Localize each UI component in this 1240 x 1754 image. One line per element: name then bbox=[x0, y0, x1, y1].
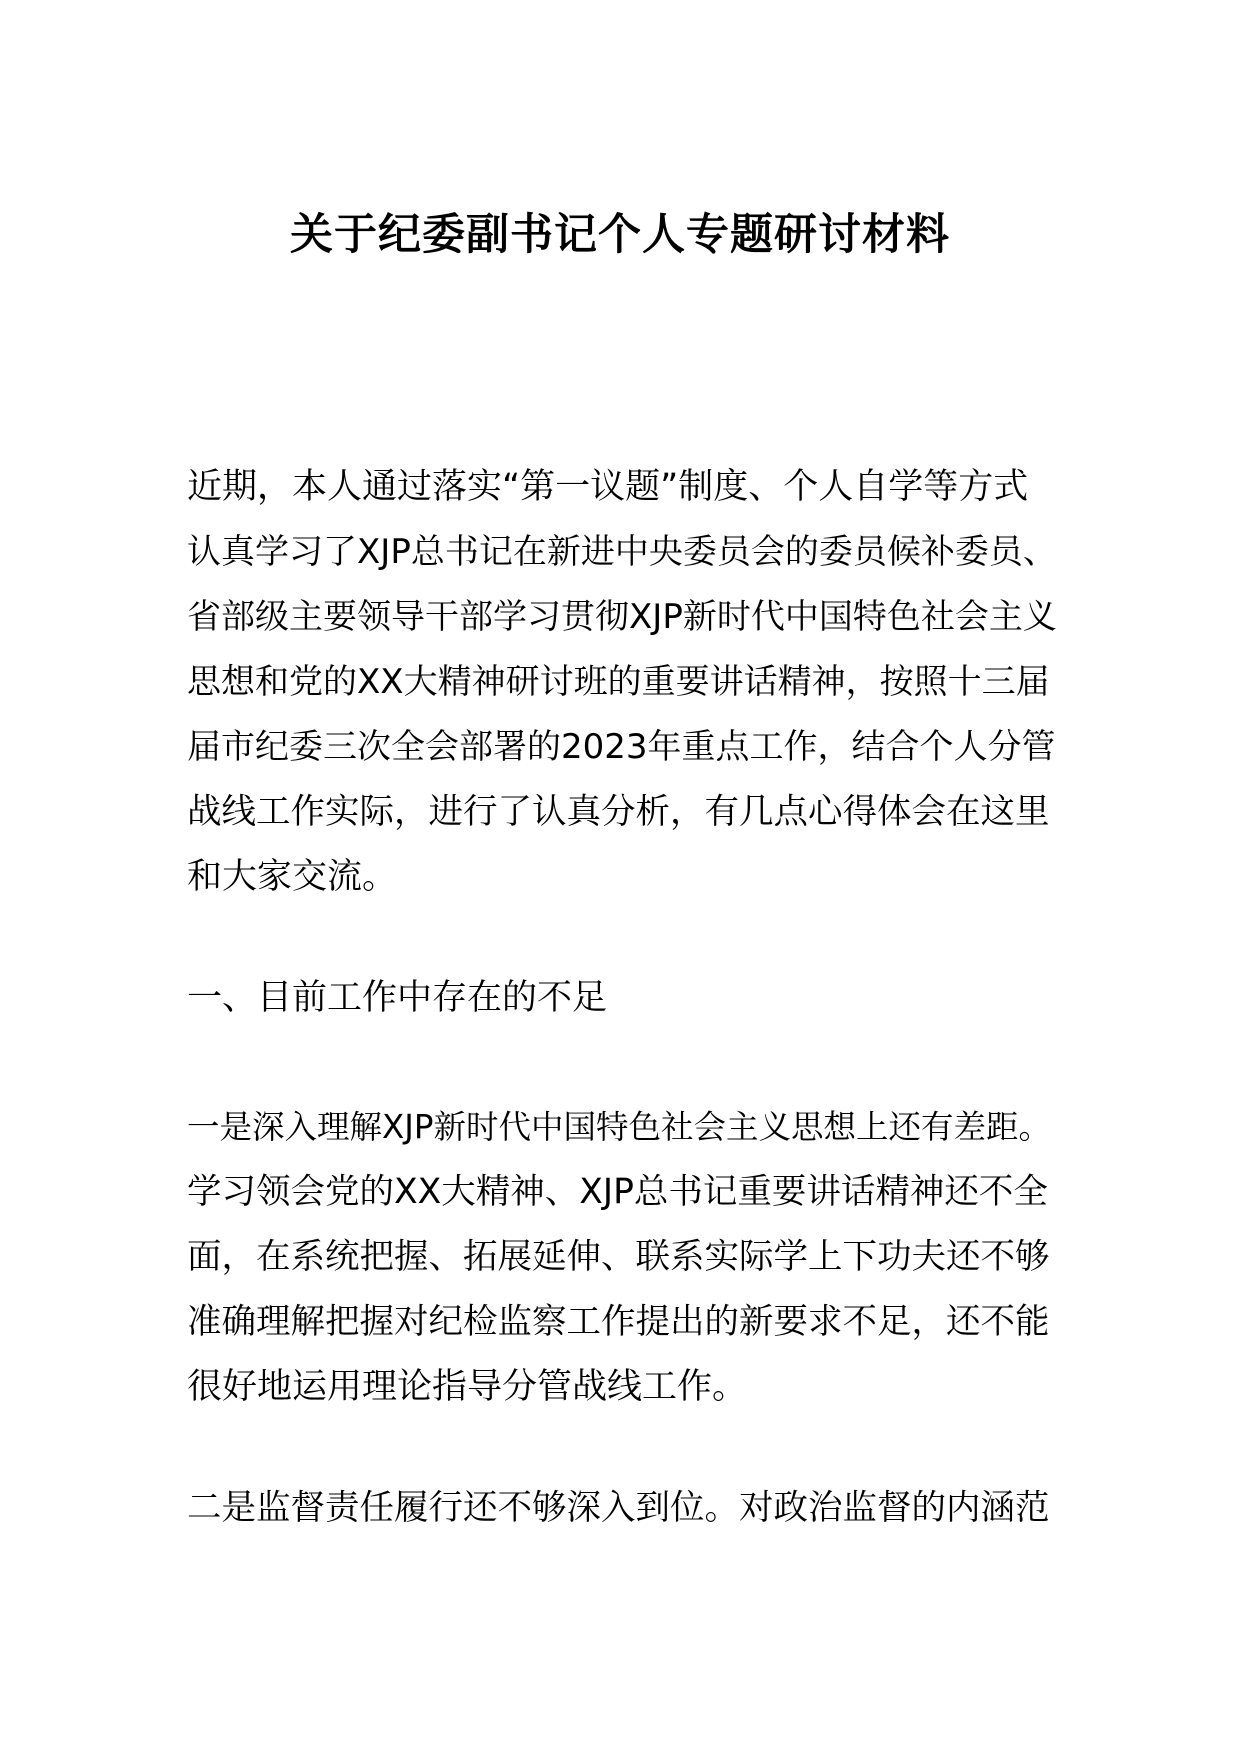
point1-line-4: 准确理解把握对纪检监察工作提出的新要求不足，还不能 bbox=[187, 1302, 1050, 1342]
intro-line-3: 省部级主要领导干部学习贯彻XJP新时代中国特色社会主义 bbox=[187, 597, 1057, 637]
point1-line-5: 很好地运用理论指导分管战线工作。 bbox=[187, 1367, 748, 1407]
point1-line-1: 一是深入理解XJP新时代中国特色社会主义思想上还有差距。 bbox=[187, 1108, 1051, 1146]
document-title: 关于纪委副书记个人专题研讨材料 bbox=[290, 210, 950, 260]
intro-line-5: 届市纪委三次全会部署的2023年重点工作，结合个人分管 bbox=[187, 727, 1056, 767]
intro-line-1: 近期，本人通过落实“第一议题”制度、个人自学等方式 bbox=[187, 467, 1029, 507]
intro-line-6: 战线工作实际，进行了认真分析，有几点心得体会在这里 bbox=[187, 792, 1050, 832]
point2-line-1: 二是监督责任履行还不够深入到位。对政治监督的内涵范 bbox=[187, 1488, 1050, 1528]
point1-line-2: 学习领会党的XX大精神、XJP总书记重要讲话精神还不全 bbox=[187, 1172, 1048, 1212]
intro-line-7: 和大家交流。 bbox=[187, 857, 398, 897]
intro-line-4: 思想和党的XX大精神研讨班的重要讲话精神，按照十三届 bbox=[187, 662, 1050, 702]
intro-line-2: 认真学习了XJP总书记在新进中央委员会的委员候补委员、 bbox=[187, 532, 1057, 572]
section-heading: 一、目前工作中存在的不足 bbox=[187, 978, 608, 1018]
point1-line-3: 面，在系统把握、拓展延伸、联系实际学上下功夫还不够 bbox=[187, 1237, 1050, 1277]
